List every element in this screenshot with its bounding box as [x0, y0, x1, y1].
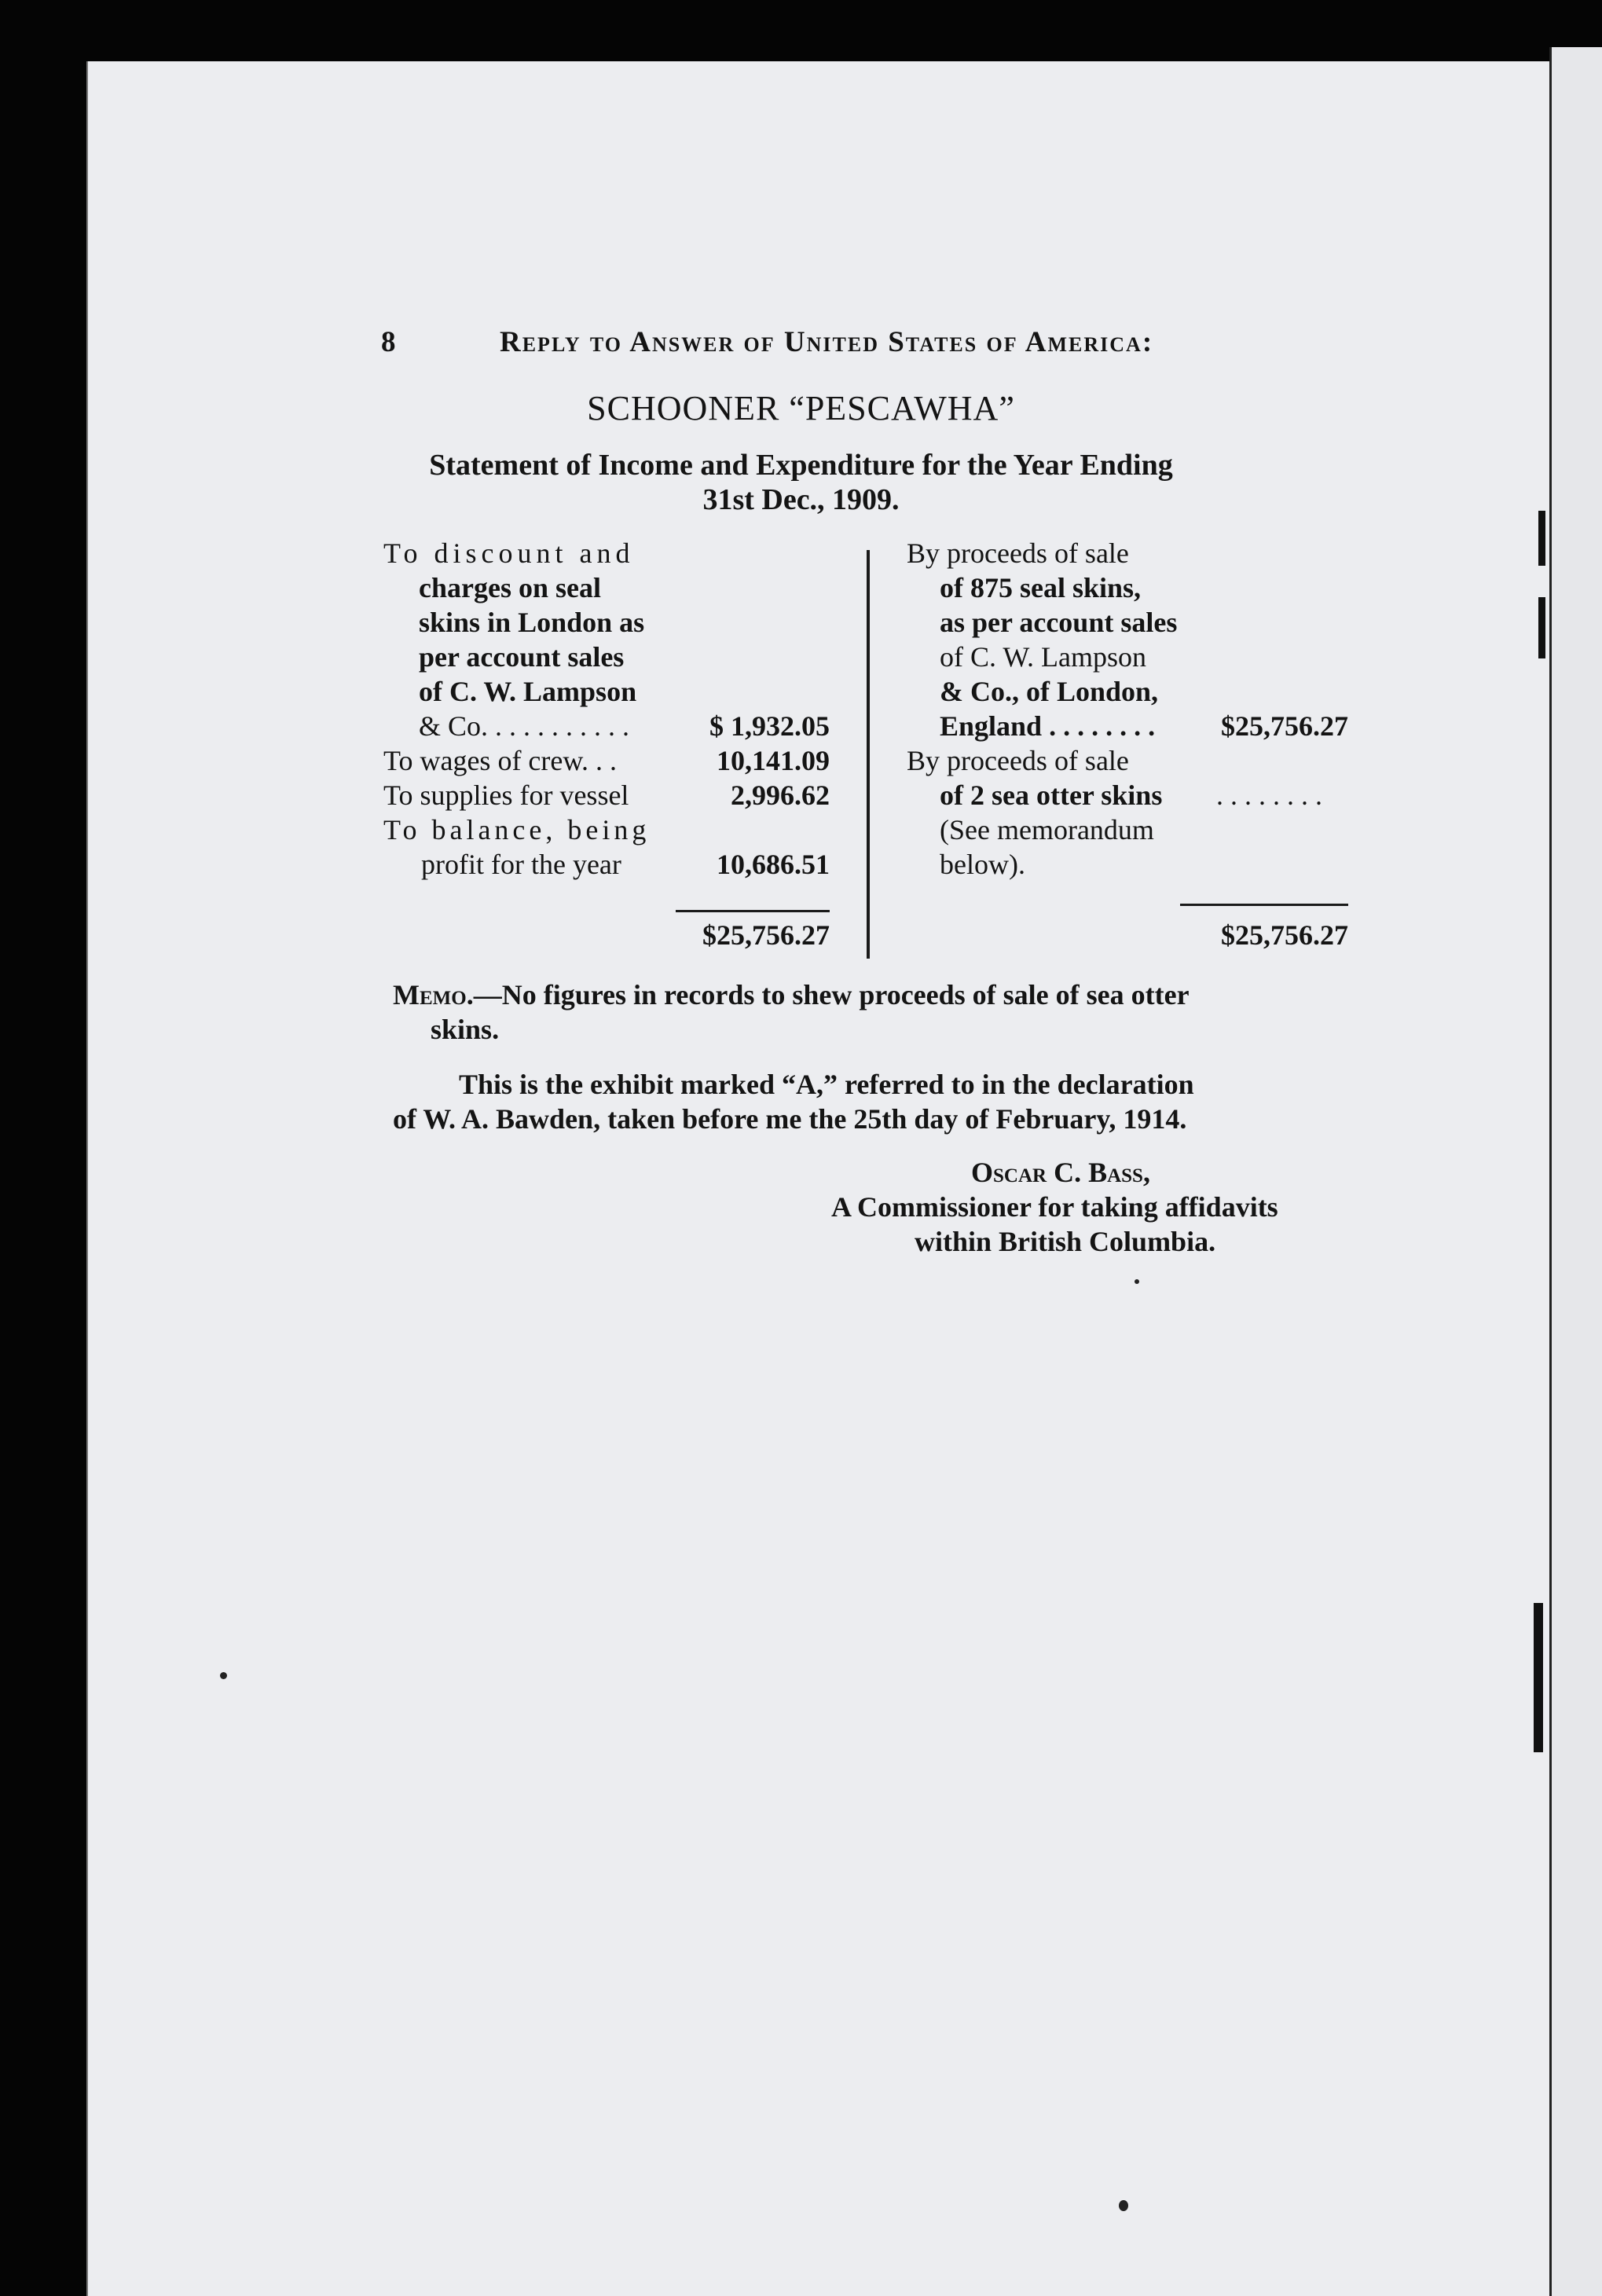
- debit-entry-2-label: To wages of crew. . .: [383, 745, 618, 776]
- debit-entry-1-line-5: of C. W. Lampson: [419, 676, 637, 707]
- scan-mark: [1538, 511, 1545, 566]
- scan-speck: [1119, 2200, 1128, 2211]
- debit-entry-1-amount: $ 1,932.05: [709, 710, 830, 742]
- scan-speck: [1135, 1279, 1139, 1284]
- debit-entry-3-label: To supplies for vessel: [383, 779, 629, 811]
- debit-total-rule: [676, 910, 830, 912]
- debit-entry-1-line-6: & Co. . . . . . . . . . .: [419, 710, 630, 742]
- credit-entry-1-line-1: By proceeds of sale: [907, 537, 1129, 569]
- memo-line-1: [393, 977, 1190, 1012]
- document-title: SCHOONER “PESCAWHA”: [587, 389, 1015, 427]
- signatory-name: Oscar C. Bass,: [971, 1157, 1150, 1188]
- credit-total: $25,756.27: [1221, 919, 1348, 951]
- column-divider: [867, 550, 870, 959]
- scan-mark: [1538, 597, 1545, 658]
- debit-entry-3-amount: 2,996.62: [731, 779, 830, 811]
- credit-entry-2-line-4: below).: [940, 849, 1025, 880]
- memo-text: —No figures in records to shew proceeds of sale of sea otter: [473, 979, 1190, 1010]
- debit-entry-1-line-2: charges on seal: [419, 572, 601, 603]
- debit-entry-1-line-4: per account sales: [419, 641, 625, 673]
- credit-entry-1-line-3: as per account sales: [940, 607, 1178, 638]
- credit-total-rule: [1180, 904, 1348, 906]
- debit-entry-4-line-1: To balance, being: [383, 814, 651, 845]
- exhibit-line-1: This is the exhibit marked “A,” referred to in the declaration: [459, 1069, 1194, 1100]
- credit-entry-1-line-2: of 875 seal skins,: [940, 572, 1142, 603]
- scan-speck: [220, 1672, 227, 1679]
- subtitle-line-1: Statement of Income and Expenditure for the Year Ending: [429, 449, 1173, 482]
- subtitle-line-2: 31st Dec., 1909.: [702, 483, 900, 516]
- credit-entry-2-leader: . . . . . . . .: [1216, 779, 1322, 811]
- debit-entry-4-line-2: profit for the year: [421, 849, 621, 880]
- debit-entry-1-line-3: skins in London as: [419, 607, 645, 638]
- signatory-title-line-1: A Commissioner for taking affidavits: [831, 1191, 1278, 1223]
- signatory-title-line-2: within British Columbia.: [915, 1226, 1216, 1257]
- exhibit-line-2: of W. A. Bawden, taken before me the 25th day of February, 1914.: [393, 1103, 1187, 1135]
- memo-label: Memo.: [393, 979, 474, 1010]
- credit-entry-2-line-3: (See memorandum: [940, 814, 1154, 845]
- running-head-title: Reply to Answer of United States of America:: [500, 326, 1154, 358]
- debit-entry-1-line-1: To discount and: [383, 537, 635, 569]
- scan-mark: [1534, 1603, 1543, 1705]
- memo-line-2: skins.: [431, 1014, 500, 1045]
- adjacent-page-edge: [1549, 47, 1602, 2296]
- credit-entry-2-line-2: of 2 sea otter skins: [940, 779, 1163, 811]
- scan-mark: [1534, 1697, 1543, 1752]
- debit-entry-2-amount: 10,141.09: [717, 745, 830, 776]
- credit-entry-1-line-6: England . . . . . . . .: [940, 710, 1156, 742]
- debit-entry-4-amount: 10,686.51: [717, 849, 830, 880]
- debit-total: $25,756.27: [702, 919, 830, 951]
- credit-entry-1-line-5: & Co., of London,: [940, 676, 1159, 707]
- credit-entry-1-amount: $25,756.27: [1221, 710, 1348, 742]
- credit-entry-1-line-4: of C. W. Lampson: [940, 641, 1147, 673]
- page-number: 8: [381, 326, 396, 358]
- credit-entry-2-line-1: By proceeds of sale: [907, 745, 1129, 776]
- statement-subtitle: [0, 448, 1602, 517]
